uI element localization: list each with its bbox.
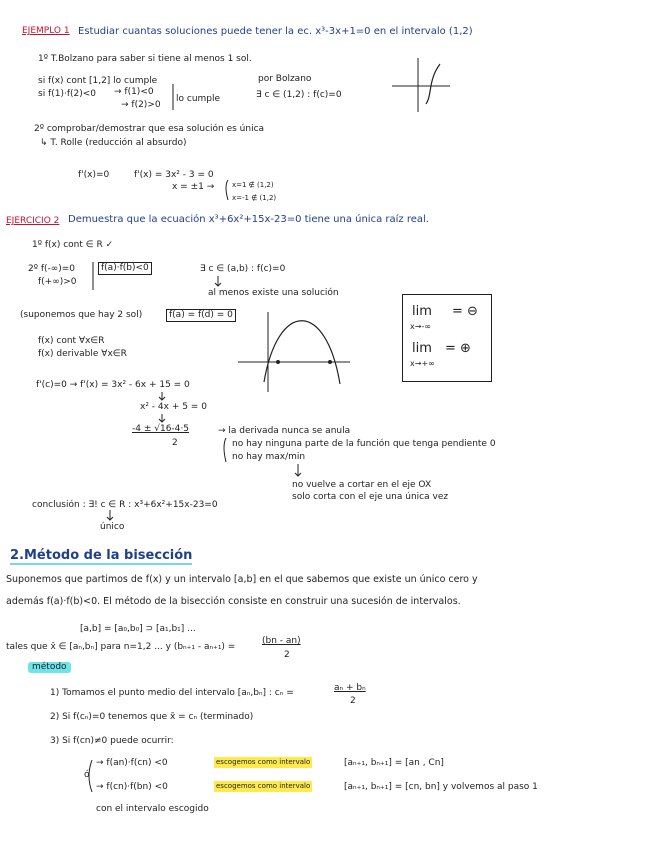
or-label: ó xyxy=(84,770,90,780)
ex2-note3: no hay max/min xyxy=(232,452,306,462)
ex2-step2a: 2º f(-∞)=0 xyxy=(28,264,76,274)
ex1-step1: 1º T.Bolzano para saber si tiene al menos 1 sol. xyxy=(38,54,252,64)
bolzano-label: por Bolzano xyxy=(258,74,312,84)
ex1-cond2a: → f(1)<0 xyxy=(114,87,154,97)
lim2-value: = ⊕ xyxy=(445,341,471,356)
bisection-frac-num: (bn - an) xyxy=(262,636,301,646)
ex2-unique: único xyxy=(100,522,125,532)
cubic-sketch xyxy=(392,58,450,112)
method-step1-num: aₙ + bₙ xyxy=(334,683,366,693)
ex2-suppose: (suponemos que hay 2 sol) xyxy=(20,310,143,320)
ex2-cont: f(x) cont ∀x∈R xyxy=(38,336,105,346)
ex1-deriv1: f'(x)=0 xyxy=(78,170,110,180)
ex2-fp2: x² - 4x + 5 = 0 xyxy=(140,402,207,412)
ex1-step2: 2º comprobar/demostrar que esa solución es única xyxy=(34,124,265,134)
ex2-note5: solo corta con el eje una única vez xyxy=(292,492,449,502)
lim1-label: lim xyxy=(412,304,432,319)
ex2-step2b: f(+∞)>0 xyxy=(38,277,77,287)
ex2-boxed1: f(a)·f(b)<0 xyxy=(98,262,152,275)
case1: → f(an)·f(cn) <0 xyxy=(96,758,168,768)
ex1-deriv3: x = ±1 → xyxy=(172,182,215,192)
ex2-note2: no hay ninguna parte de la función que tenga pendiente 0 xyxy=(232,439,496,449)
ex2-atleast: al menos existe una solución xyxy=(208,288,339,298)
exists-arrow xyxy=(215,276,221,286)
lim2-label: lim xyxy=(412,341,432,356)
method-step3: 3) Si f(cn)≠0 puede ocurrir: xyxy=(50,736,174,746)
ex1-cond-result: lo cumple xyxy=(176,94,221,104)
ex2-deriv: f(x) derivable ∀x∈R xyxy=(38,349,127,359)
ex2-boxed2: f(a) = f(d) = 0 xyxy=(166,309,236,322)
ex2-note4: no vuelve a cortar en el eje OX xyxy=(292,480,432,490)
ex2-title: EJERCICIO 2 xyxy=(6,216,60,226)
bisection-seq: [a,b] = [a₀,b₀] ⊃ [a₁,b₁] ... xyxy=(80,624,196,634)
ex2-step1: 1º f(x) cont ∈ R ✓ xyxy=(32,240,114,250)
ex1-statement: Estudiar cuantas soluciones puede tener la ec. x³-3x+1=0 en el intervalo (1,2) xyxy=(78,26,473,37)
case2-highlight: escogemos como intervalo xyxy=(216,782,311,790)
ex1-cond2: si f(1)·f(2)<0 xyxy=(38,89,97,99)
bisection-p2: además f(a)·f(b)<0. El método de la bisección consiste en construir una sucesión de intervalos. xyxy=(6,596,461,607)
bisection-frac-den: 2 xyxy=(284,650,290,660)
ex1-deriv2: f'(x) = 3x² - 3 = 0 xyxy=(134,170,214,180)
case2-tail: con el intervalo escogido xyxy=(96,804,209,814)
ex2-fp1: f'(c)=0 → f'(x) = 3x² - 6x + 15 = 0 xyxy=(36,380,190,390)
ex1-cond2b: → f(2)>0 xyxy=(121,100,161,110)
ex2-fp3: -4 ± √16-4·5 xyxy=(132,424,189,434)
lim1-value: = ⊖ xyxy=(452,304,478,319)
method-label: método xyxy=(28,662,71,673)
lim1-sub: x→-∞ xyxy=(410,322,431,331)
ex1-deriv4: x=1 ∉ (1,2) xyxy=(232,181,274,189)
method-step1: 1) Tomamos el punto medio del intervalo [aₙ,bₙ] : cₙ = xyxy=(50,688,294,698)
method-step2: 2) Si f(cₙ)=0 tenemos que x̄ = cₙ (terminado) xyxy=(50,712,254,722)
bisection-heading: 2.Método de la bisección xyxy=(10,548,193,563)
case1-highlight: escogemos como intervalo xyxy=(216,758,311,766)
deriv-brace xyxy=(226,180,228,200)
ex1-cond1: si f(x) cont [1,2] lo cumple xyxy=(38,76,158,86)
bolzano-result: ∃ c ∈ (1,2) : f(c)=0 xyxy=(256,90,342,100)
ex2-exists: ∃ c ∈ (a,b) : f(c)=0 xyxy=(200,264,286,274)
method-step1-den: 2 xyxy=(350,696,356,706)
ex2-fp3-den: 2 xyxy=(172,438,178,448)
case2-result: [aₙ₊₁, bₙ₊₁] = [cn, bn] y volvemos al paso 1 xyxy=(344,782,538,792)
parabola-sketch xyxy=(238,312,350,392)
lim2-sub: x→+∞ xyxy=(410,359,435,368)
case1-result: [aₙ₊₁, bₙ₊₁] = [an , Cn] xyxy=(344,758,444,768)
ex1-title: EJEMPLO 1 xyxy=(22,26,70,36)
case2: → f(cn)·f(bn) <0 xyxy=(96,782,168,792)
bisection-p1: Suponemos que partimos de f(x) y un intervalo [a,b] en el que sabemos que existe un único cero y xyxy=(6,574,478,585)
bisection-tales: tales que x̄ ∈ [aₙ,bₙ] para n=1,2 ... y (bₙ₊₁ - aₙ₊₁) = xyxy=(6,642,236,652)
ex1-step2-method: ↳ T. Rolle (reducción al absurdo) xyxy=(40,138,187,148)
ex2-statement: Demuestra que la ecuación x³+6x²+15x-23=0 tiene una única raíz real. xyxy=(68,214,429,225)
ex2-conclusion: conclusión : ∃! c ∈ R : x³+6x²+15x-23=0 xyxy=(32,500,218,510)
ex1-deriv5: x=-1 ∉ (1,2) xyxy=(232,194,277,202)
ex2-note1: → la derivada nunca se anula xyxy=(218,426,351,436)
